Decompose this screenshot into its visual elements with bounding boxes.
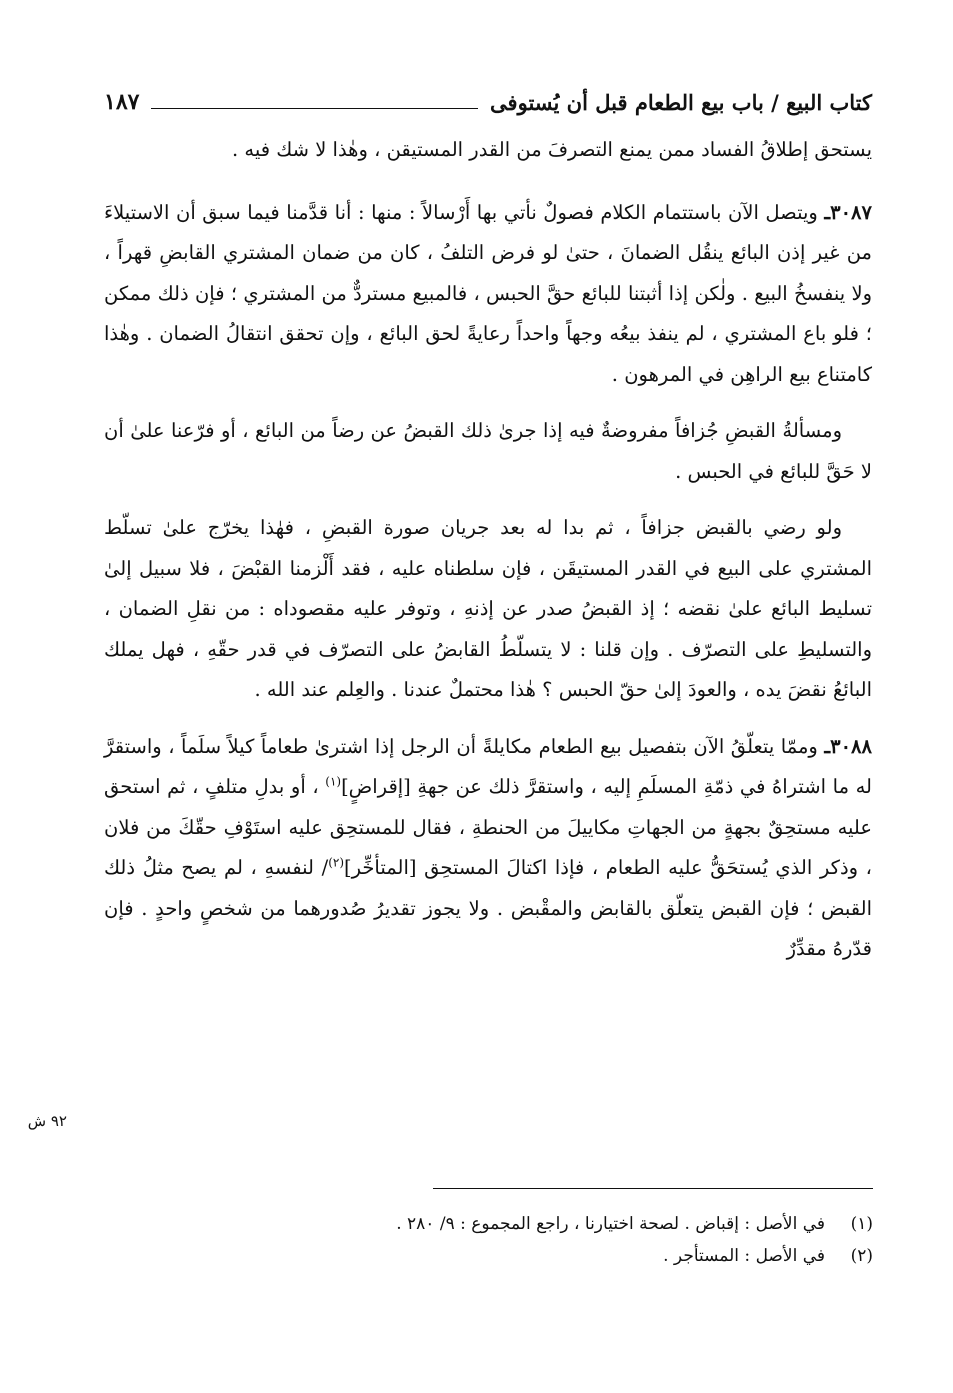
section-number: ٣٠٨٨ـ (824, 734, 872, 758)
paragraph-text: ويتصل الآن باستتمام الكلام فصولٌ نأتي بها أَرْسالاً : منها : أنا قدَّمنا فيما سبق أن الاستيلاءَ من غير إذن البائع ينقُل الضمانَ ، حتىٰ لو فرض التلفُ ، كان من ضمان المشتري القابضِ قهراً ، ولا ينفسخُ البيع . ولٰكن إذا أثبتنا للبائع حقَّ الحبس ، فالمبيع مستردٌّ من المشتري ؛ فإن ذلك ممكن ؛ فلو باع المشتري ، لم ينفذ بيعُه وجهاً واحداً رعايةً لحق البائع ، وإن تحقق انتقالُ الضمان . وهٰذا كامتناع بيع الراهِن في المرهون . (104, 200, 872, 386)
paragraph-text: ولو رضي بالقبض جزافاً ، ثم بدا له بعد جريان صورة القبضِ ، فهٰذا يخرّج علىٰ تسلّط المشتري على البيع في القدر المستيقَن ، فإن سلطناه عليه ، فقد أَلْزمنا القبْضَ ، فلا سبيل إلىٰ تسليط البائع علىٰ نقضه ؛ إذ القبضُ صدر عن إذنهِ ، وتوفر عليه مقصوداه : من نقلِ الضمان ، والتسليطِ على التصرّف . وإن قلنا : لا يتسلّطُ القابضُ على التصرّف في قدر حقّهِ ، فهل يملك البائعُ نقضَ يده ، والعودَ إلىٰ حقّ الحبس ؟ هٰذا محتملٌ عندنا . والعِلم عند الله . (104, 516, 872, 701)
main-text (104, 130, 872, 986)
footnote-number: (١) (850, 1214, 873, 1234)
footnote-marker[interactable]: (٢) (328, 855, 345, 870)
footnote-text: في الأصل : المستأجر . (663, 1246, 825, 1266)
chapter-title: كتاب البيع / باب بيع الطعام قبل أن يُستوفى (490, 89, 872, 115)
footnote (113, 1208, 873, 1240)
section-number: ٣٠٨٧ـ (824, 200, 872, 224)
running-header (104, 82, 872, 122)
footnote-text: في الأصل : إقباض . لصحة اختيارنا ، راجع المجموع : ٩/ ٢٨٠ . (396, 1214, 825, 1234)
footnotes (113, 1208, 873, 1272)
paragraph-text: / لنفسهِ ، لم يصح مثلُ ذلك القبض ؛ فإن القبض يتعلّق بالقابض والمقْبض . ولا يجوز تقديرُ صُدورهما من شخصٍ واحدٍ . فإن قدّرهُ مقدِّرٌ (104, 856, 872, 960)
paragraph (104, 727, 872, 970)
footnote-divider (433, 1188, 873, 1189)
paragraph-text: يستحق إطلاقُ الفساد ممن يمنع التصرفَ من القدر المستيقن ، وهٰذا لا شك فيه . (231, 138, 872, 161)
manuscript-folio-note: ٩٢ ش (27, 1112, 67, 1130)
paragraph (104, 193, 872, 396)
page-number: ١٨٧ (104, 89, 140, 115)
paragraph (104, 508, 872, 711)
header-rule (151, 108, 478, 109)
footnote-marker[interactable]: (١) (325, 774, 342, 789)
paragraph-text: وممّا يتعلّقُ الآن بتفصيل بيع الطعام مكايلةً أن الرجل إذا اشترىٰ طعاماً كيلاً سلَماً ، واستقرَّ له ما اشتراهُ في ذمّةِ المسلَمِ إليه ، واستقرَّ ذلك عن جهةِ [إقراضٍ] (104, 734, 872, 798)
paragraph (104, 130, 872, 171)
paragraph-text: ، أو بدلِ متلفٍ ، ثم استحق عليه مستحِقٌ بجهةٍ من الجهاتِ مكاييلَ من الحنطةِ ، فقال للمستحِق عليه استَوْفِ حقّكَ من فلان ، وذكر الذي يُستحَقُّ عليه الطعام ، فإذا اكتالَ المستحِق [المتأخِّر] (104, 775, 872, 879)
footnote (113, 1240, 873, 1272)
footnote-number: (٢) (850, 1246, 873, 1266)
paragraph-text: ومسألةُ القبضِ جُزافاً مفروضةٌ فيه إذا جرىٰ ذلك القبضُ عن رضاً من البائع ، أو فرّعنا علىٰ أن لا حَقَّ للبائع في الحبس . (104, 419, 872, 483)
paragraph (104, 411, 872, 492)
